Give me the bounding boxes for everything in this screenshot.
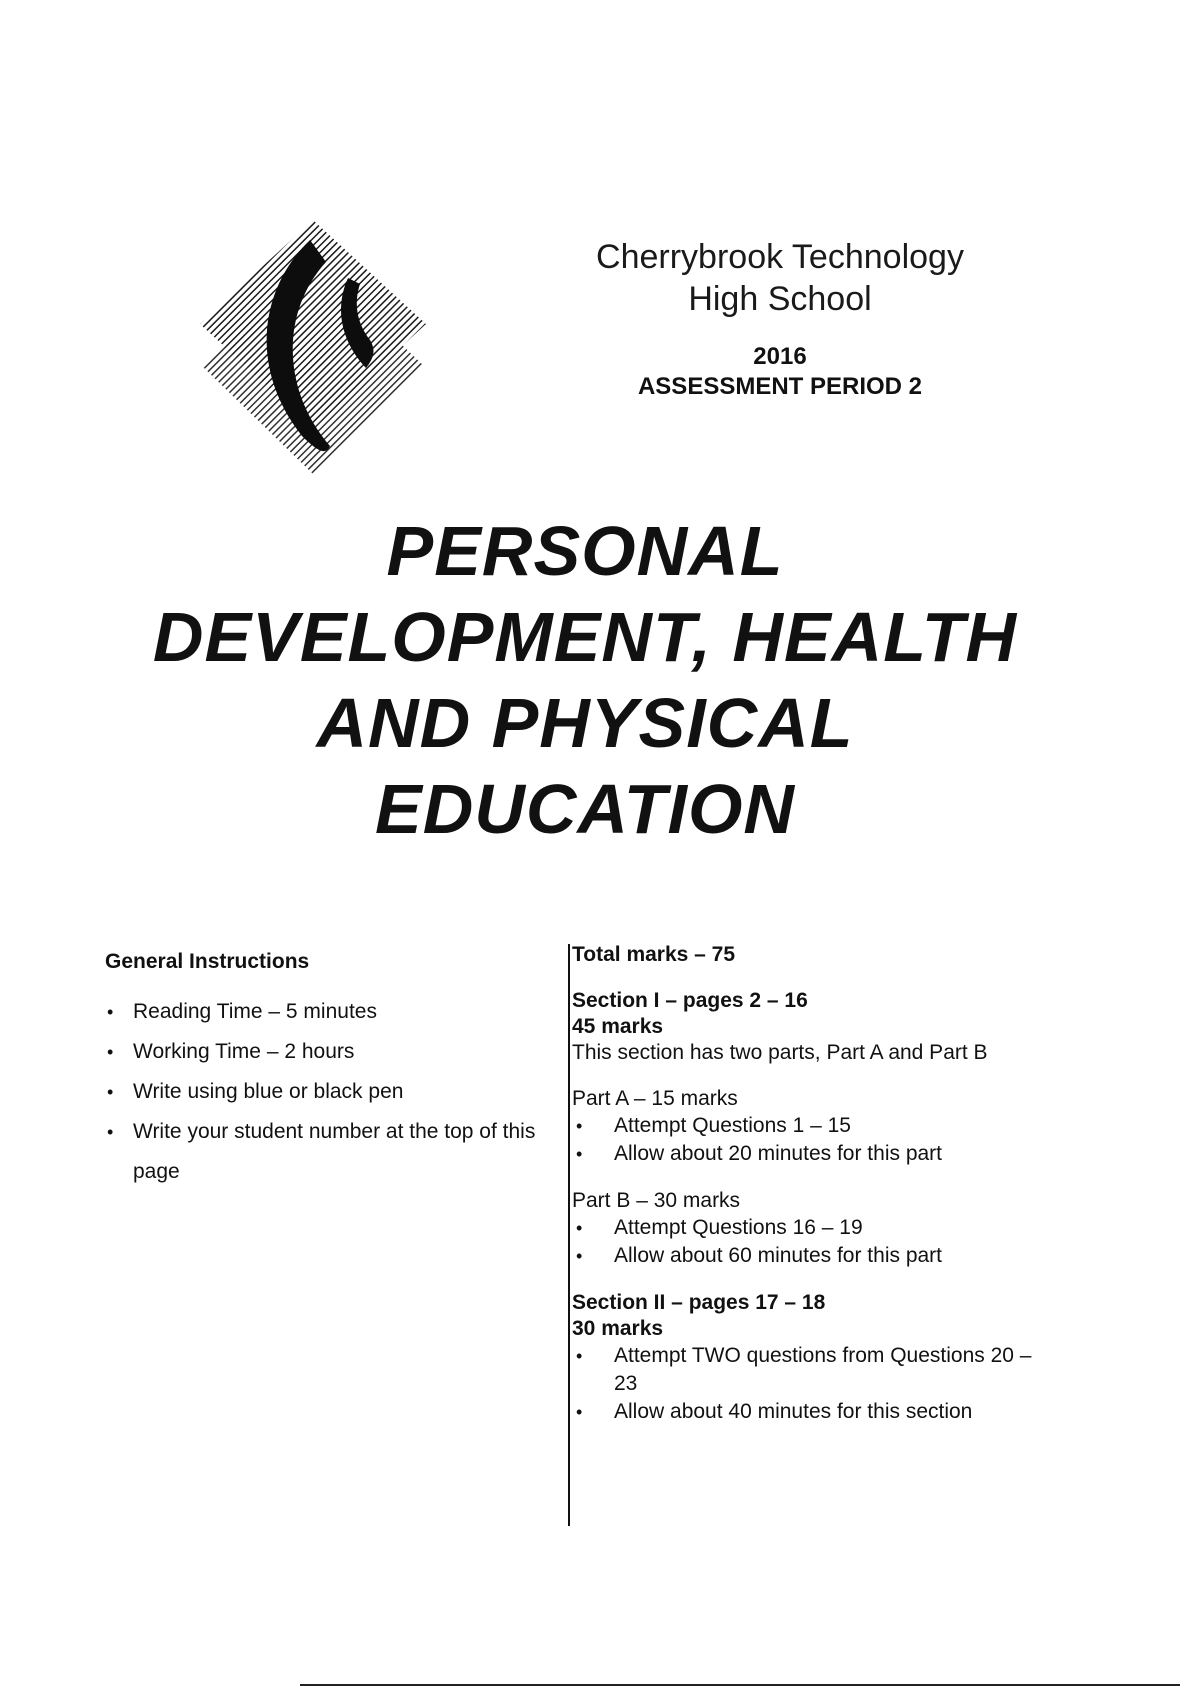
- school-name: [560, 236, 1000, 320]
- school-name-line1: Cherrybrook Technology: [596, 238, 964, 276]
- partA-title: Part A – 15 marks: [572, 1087, 738, 1110]
- section2-list: [572, 1342, 1042, 1426]
- list-item: • Write your student number at the top of this page: [105, 1112, 545, 1192]
- list-item: • Attempt TWO questions from Questions 20 – 23: [572, 1342, 1042, 1398]
- list-item: • Reading Time – 5 minutes: [105, 992, 545, 1032]
- list-item: • Working Time – 2 hours: [105, 1032, 545, 1072]
- section2-title: Section II – pages 17 – 18: [572, 1291, 826, 1314]
- partA-list: [572, 1112, 1042, 1168]
- school-logo-icon: [198, 218, 428, 476]
- general-instructions-list: [105, 992, 545, 1192]
- list-item: • Allow about 60 minutes for this part: [572, 1242, 1042, 1270]
- general-instructions: [105, 950, 545, 1192]
- partB-list: [572, 1214, 1042, 1270]
- subject-title-line3: AND PHYSICAL: [316, 684, 854, 762]
- general-instructions-title: General Instructions: [105, 950, 310, 973]
- section1-marks: 45 marks: [572, 1015, 664, 1038]
- list-item: • Write using blue or black pen: [105, 1072, 545, 1112]
- column-divider: [568, 944, 570, 1526]
- bottom-rule: [300, 1684, 1180, 1686]
- subject-title-line4: EDUCATION: [375, 770, 795, 848]
- total-marks: Total marks – 75: [572, 943, 736, 966]
- section2-marks: 30 marks: [572, 1317, 664, 1340]
- assessment-period: ASSESSMENT PERIOD 2: [637, 373, 923, 400]
- list-item: • Attempt Questions 1 – 15: [572, 1112, 1042, 1140]
- subject-title: [40, 508, 1130, 852]
- school-header: [560, 236, 1000, 402]
- subject-title-line1: PERSONAL: [386, 512, 784, 590]
- exam-structure: [572, 942, 1042, 1426]
- exam-year: 2016: [753, 343, 807, 370]
- list-item: • Allow about 40 minutes for this section: [572, 1398, 1042, 1426]
- list-item: • Attempt Questions 16 – 19: [572, 1214, 1042, 1242]
- section1-description: This section has two parts, Part A and Part B: [572, 1041, 988, 1064]
- subject-title-line2: DEVELOPMENT, HEALTH: [152, 598, 1018, 676]
- school-name-line2: High School: [688, 280, 872, 318]
- partB-title: Part B – 30 marks: [572, 1189, 741, 1212]
- list-item: • Allow about 20 minutes for this part: [572, 1140, 1042, 1168]
- section1-title: Section I – pages 2 – 16: [572, 989, 808, 1012]
